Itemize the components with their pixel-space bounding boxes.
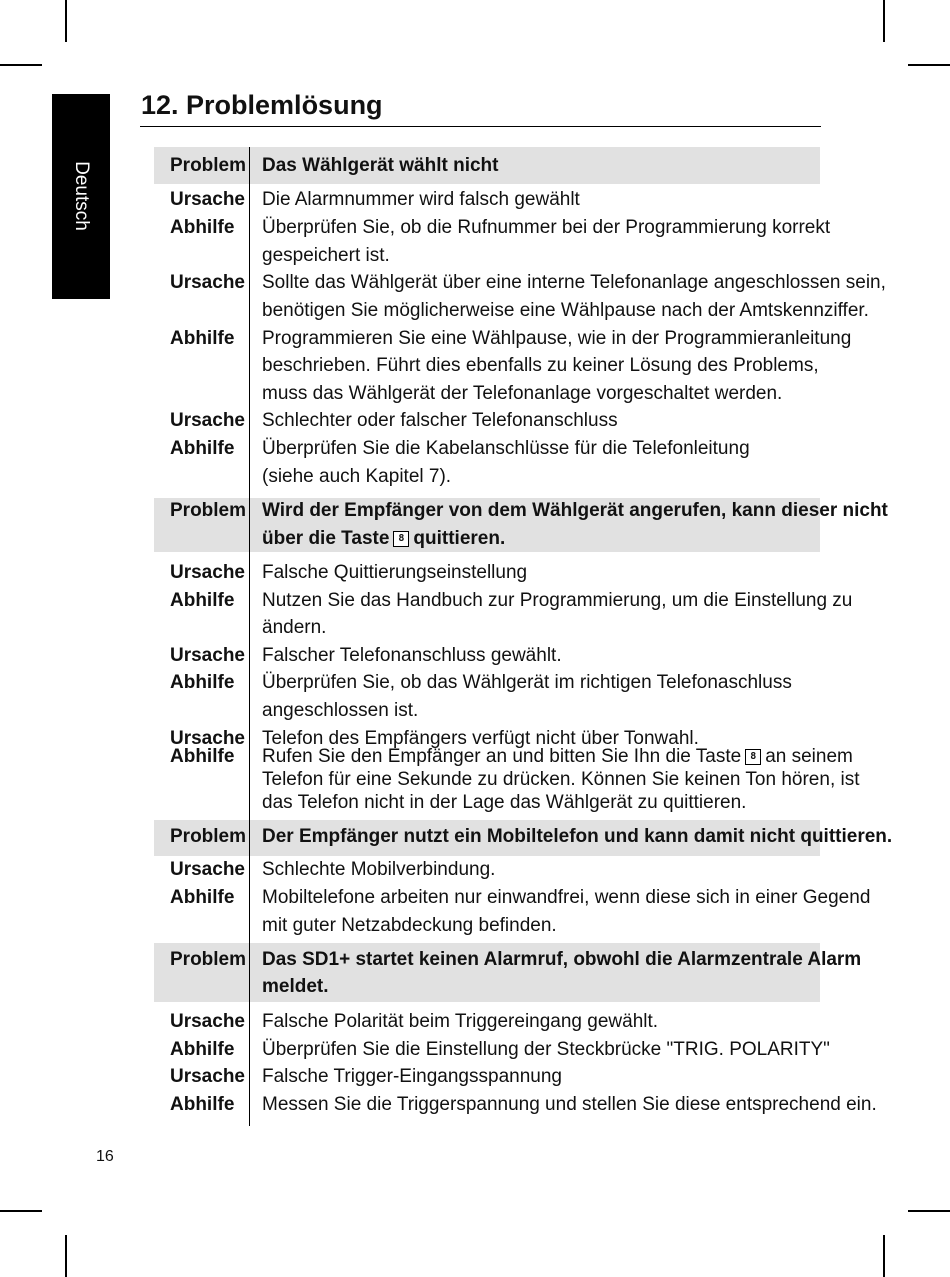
cause-label: Ursache	[170, 728, 245, 749]
remedy-label: Abhilfe	[170, 438, 235, 459]
cause-label: Ursache	[170, 272, 245, 293]
remedy-text: Überprüfen Sie die Einstellung der Steckbrücke "TRIG. POLARITY"	[262, 1039, 830, 1060]
cause-label: Ursache	[170, 562, 245, 583]
cause-text: Sollte das Wählgerät über eine interne Telefonanlage angeschlossen sein,	[262, 272, 886, 293]
crop-mark	[0, 1210, 42, 1212]
cause-text: Falsche Quittierungseinstellung	[262, 562, 528, 583]
remedy-text: das Telefon nicht in der Lage das Wählgerät zu quittieren.	[262, 792, 747, 813]
cause-text: Falscher Telefonanschluss gewählt.	[262, 645, 562, 666]
cause-text: Schlechter oder falscher Telefonanschluss	[262, 410, 618, 431]
page-number: 16	[96, 1148, 114, 1165]
problem-label: Problem	[170, 826, 247, 847]
remedy-text: muss das Wählgerät der Telefonanlage vorgeschaltet werden.	[262, 383, 783, 404]
remedy-text: beschrieben. Führt dies ebenfalls zu keiner Lösung des Problems,	[262, 355, 819, 376]
crop-mark	[908, 1210, 950, 1212]
remedy-label: Abhilfe	[170, 590, 235, 611]
language-tab-label: Deutsch	[71, 161, 92, 231]
problem-text: Der Empfänger nutzt ein Mobiltelefon und kann damit nicht quittieren.	[262, 826, 893, 847]
remedy-text: Telefon für eine Sekunde zu drücken. Können Sie keinen Ton hören, ist	[262, 769, 860, 790]
problem-text: Wird der Empfänger von dem Wählgerät angerufen, kann dieser nicht	[262, 500, 888, 521]
remedy-label: Abhilfe	[170, 1039, 235, 1060]
crop-mark	[65, 1235, 67, 1277]
remedy-text: Programmieren Sie eine Wählpause, wie in der Programmieranleitung	[262, 328, 852, 349]
remedy-label: Abhilfe	[170, 328, 235, 349]
problem-text: meldet.	[262, 976, 329, 997]
cause-text: Falsche Trigger-Eingangsspannung	[262, 1066, 562, 1087]
cause-label: Ursache	[170, 1011, 245, 1032]
problem-label: Problem	[170, 155, 247, 176]
remedy-text: Überprüfen Sie, ob die Rufnummer bei der Programmierung korrekt	[262, 217, 831, 238]
remedy-label: Abhilfe	[170, 217, 235, 238]
cause-text: Die Alarmnummer wird falsch gewählt	[262, 189, 580, 210]
problem-text-part: über die Taste	[262, 528, 390, 549]
cause-label: Ursache	[170, 189, 245, 210]
problem-label: Problem	[170, 500, 247, 521]
remedy-text: Überprüfen Sie, ob das Wählgerät im richtigen Telefonaschluss	[262, 672, 792, 693]
remedy-text: Mobiltelefone arbeiten nur einwandfrei, wenn diese sich in einer Gegend	[262, 887, 871, 908]
remedy-label: Abhilfe	[170, 746, 235, 767]
remedy-label: Abhilfe	[170, 1094, 235, 1115]
title-rule	[140, 126, 821, 127]
problem-text: Das SD1+ startet keinen Alarmruf, obwohl die Alarmzentrale Alarm	[262, 949, 862, 970]
cause-text: Telefon des Empfängers verfügt nicht über Tonwahl.	[262, 728, 699, 749]
remedy-text-part: Rufen Sie den Empfänger an und bitten Sie Ihn die Taste	[262, 746, 742, 767]
key-8-icon: 8	[393, 531, 409, 547]
cause-label: Ursache	[170, 1066, 245, 1087]
remedy-text: angeschlossen ist.	[262, 700, 419, 721]
remedy-text-part: an seinem	[765, 746, 853, 767]
remedy-text	[262, 746, 853, 768]
cause-text: Schlechte Mobilverbindung.	[262, 859, 496, 880]
crop-mark	[883, 1235, 885, 1277]
remedy-text: Nutzen Sie das Handbuch zur Programmierung, um die Einstellung zu	[262, 590, 853, 611]
remedy-text: gespeichert ist.	[262, 245, 390, 266]
cause-label: Ursache	[170, 645, 245, 666]
problem-label: Problem	[170, 949, 247, 970]
remedy-text: mit guter Netzabdeckung befinden.	[262, 915, 557, 936]
problem-text	[262, 528, 505, 550]
crop-mark	[883, 0, 885, 42]
problem-text-part: quittieren.	[413, 528, 506, 549]
key-8-icon: 8	[745, 749, 761, 765]
crop-mark	[65, 0, 67, 42]
column-divider	[249, 147, 250, 1126]
crop-mark	[0, 64, 42, 66]
remedy-text: Überprüfen Sie die Kabelanschlüsse für die Telefonleitung	[262, 438, 750, 459]
remedy-text: (siehe auch Kapitel 7).	[262, 466, 452, 487]
page-title: 12. Problemlösung	[141, 90, 383, 120]
remedy-label: Abhilfe	[170, 887, 235, 908]
problem-text: Das Wählgerät wählt nicht	[262, 155, 499, 176]
cause-text: benötigen Sie möglicherweise eine Wählpause nach der Amtskennziffer.	[262, 300, 869, 321]
cause-label: Ursache	[170, 410, 245, 431]
cause-label: Ursache	[170, 859, 245, 880]
remedy-label: Abhilfe	[170, 672, 235, 693]
crop-mark	[908, 64, 950, 66]
remedy-text: ändern.	[262, 617, 327, 638]
remedy-text: Messen Sie die Triggerspannung und stellen Sie diese entsprechend ein.	[262, 1094, 877, 1115]
cause-text: Falsche Polarität beim Triggereingang gewählt.	[262, 1011, 659, 1032]
